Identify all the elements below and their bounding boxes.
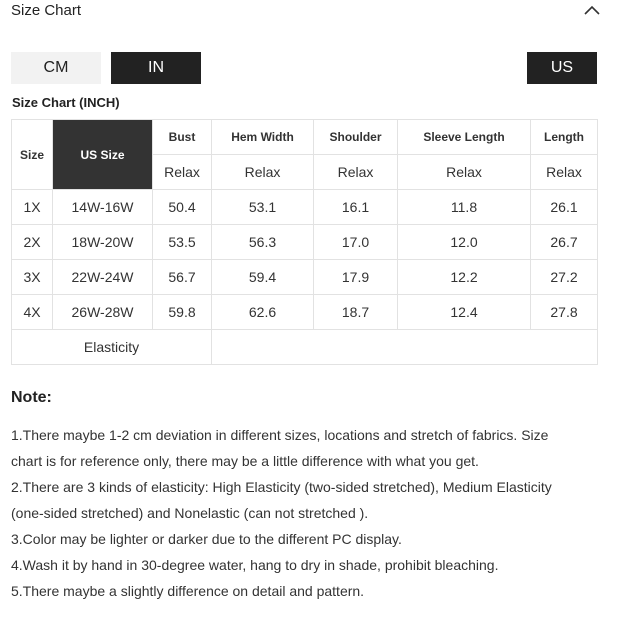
value-cell: 12.4 <box>398 295 531 330</box>
fit-cell: Relax <box>314 155 398 190</box>
sleeve-length-column-header: Sleeve Length <box>398 120 531 155</box>
value-cell: 11.8 <box>398 190 531 225</box>
us-size-cell: 26W-28W <box>53 295 153 330</box>
note-title: Note: <box>11 389 52 406</box>
size-cell: 4X <box>12 295 53 330</box>
note-item: 5.There maybe a slightly difference on detail and pattern. <box>11 583 365 599</box>
size-cell: 2X <box>12 225 53 260</box>
fit-cell: Relax <box>153 155 212 190</box>
value-cell: 26.1 <box>531 190 598 225</box>
chevron-up-icon[interactable] <box>583 4 601 16</box>
value-cell: 56.3 <box>212 225 314 260</box>
length-column-header: Length <box>531 120 598 155</box>
us-size-column-header: US Size <box>53 120 153 190</box>
value-cell: 59.8 <box>153 295 212 330</box>
us-region-button[interactable]: US <box>527 52 597 84</box>
value-cell: 59.4 <box>212 260 314 295</box>
table-header-row <box>12 120 598 155</box>
note-item: 1.There maybe 1-2 cm deviation in different sizes, locations and stretch of fabrics. Size chart is for reference only, there may be a little difference with what you get. <box>11 427 549 469</box>
table-row <box>12 260 598 295</box>
size-chart-title: Size Chart <box>11 2 82 19</box>
cm-unit-button[interactable]: CM <box>11 52 101 84</box>
value-cell: 18.7 <box>314 295 398 330</box>
table-row <box>12 225 598 260</box>
in-unit-button[interactable]: IN <box>111 52 201 84</box>
value-cell: 17.9 <box>314 260 398 295</box>
size-chart-header[interactable] <box>11 0 601 24</box>
note-item: 2.There are 3 kinds of elasticity: High Elasticity (two-sided stretched), Medium Elasticity (one-sided stretched) and Nonelastic (can not stretched ). <box>11 479 552 521</box>
value-cell: 62.6 <box>212 295 314 330</box>
size-cell: 3X <box>12 260 53 295</box>
value-cell: 53.5 <box>153 225 212 260</box>
elasticity-row <box>12 330 598 365</box>
value-cell: 50.4 <box>153 190 212 225</box>
value-cell: 16.1 <box>314 190 398 225</box>
value-cell: 27.2 <box>531 260 598 295</box>
value-cell: 27.8 <box>531 295 598 330</box>
value-cell: 12.0 <box>398 225 531 260</box>
elasticity-label: Elasticity <box>12 330 212 365</box>
us-size-cell: 18W-20W <box>53 225 153 260</box>
value-cell: 17.0 <box>314 225 398 260</box>
size-table <box>11 119 598 365</box>
note-item: 3.Color may be lighter or darker due to the different PC display. <box>11 531 402 547</box>
hem-width-column-header: Hem Width <box>212 120 314 155</box>
bust-column-header: Bust <box>153 120 212 155</box>
note-item: 4.Wash it by hand in 30-degree water, hang to dry in shade, prohibit bleaching. <box>11 557 499 573</box>
value-cell: 56.7 <box>153 260 212 295</box>
table-row <box>12 295 598 330</box>
note-list <box>11 422 581 604</box>
us-size-cell: 22W-24W <box>53 260 153 295</box>
value-cell: 53.1 <box>212 190 314 225</box>
fit-cell: Relax <box>531 155 598 190</box>
shoulder-column-header: Shoulder <box>314 120 398 155</box>
value-cell: 26.7 <box>531 225 598 260</box>
size-chart-subtitle: Size Chart (INCH) <box>12 95 120 110</box>
fit-cell: Relax <box>212 155 314 190</box>
elasticity-value <box>212 330 598 365</box>
fit-cell: Relax <box>398 155 531 190</box>
us-size-cell: 14W-16W <box>53 190 153 225</box>
size-cell: 1X <box>12 190 53 225</box>
table-row <box>12 190 598 225</box>
size-column-header: Size <box>12 120 53 190</box>
value-cell: 12.2 <box>398 260 531 295</box>
